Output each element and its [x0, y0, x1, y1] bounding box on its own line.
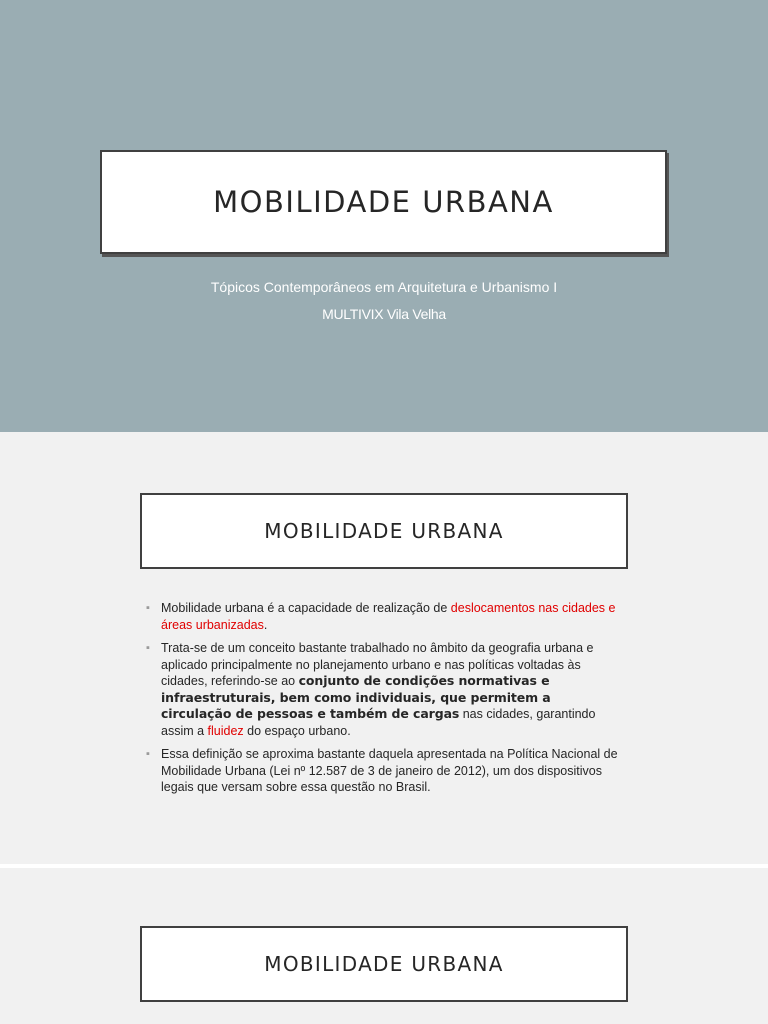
slide-content: [0, 868, 768, 1024]
highlight-text: fluidez: [207, 723, 244, 738]
bullet-list: [144, 600, 622, 803]
bullet-dot-icon: ▪: [146, 642, 150, 654]
bullet-text: Mobilidade urbana é a capacidade de realização de: [161, 601, 451, 615]
slide-title: [0, 0, 768, 432]
slide-title-text: MOBILIDADE URBANA: [213, 185, 554, 219]
bold-text: conjunto de condições normativas e infraestruturais, bem como individuais, que permitem a circulação de pessoas e também de cargas: [161, 673, 551, 721]
bullet-item: [144, 600, 622, 633]
bullet-text: Trata-se de um conceito bastante trabalhado no âmbito da geografia urbana e aplicado principalmente no planejamento urbano e nas políticas voltadas às cidades, referindo-se ao: [161, 641, 594, 688]
subtitle-course: Tópicos Contemporâneos em Arquitetura e Urbanismo I: [210, 279, 558, 295]
title-box: [100, 150, 667, 254]
slide-content: [0, 432, 768, 864]
highlight-text: deslocamentos nas cidades e áreas urbanizadas: [161, 601, 616, 632]
bullet-dot-icon: ▪: [146, 748, 150, 760]
bullet-text: nas cidades, garantindo assim a: [161, 707, 596, 738]
slide-title-text: MOBILIDADE URBANA: [264, 519, 504, 543]
title-box: [140, 926, 628, 1002]
title-box: [140, 493, 628, 569]
slide-title-text: MOBILIDADE URBANA: [264, 952, 504, 976]
subtitle-institution: MULTIVIX Vila Velha: [322, 306, 446, 322]
bullet-text: .: [263, 617, 268, 632]
bullet-text: Essa definição se aproxima bastante daquela apresentada na Política Nacional de Mobilidade Urbana (Lei nº 12.587 de 3 de janeiro de 2012), um dos dispositivos legais que versam sobre essa questão no Brasil.: [161, 747, 618, 794]
bullet-text: do espaço urbano.: [243, 723, 351, 738]
bullet-item: [144, 640, 622, 739]
bullet-item: [144, 746, 622, 796]
bullet-dot-icon: ▪: [146, 602, 150, 614]
